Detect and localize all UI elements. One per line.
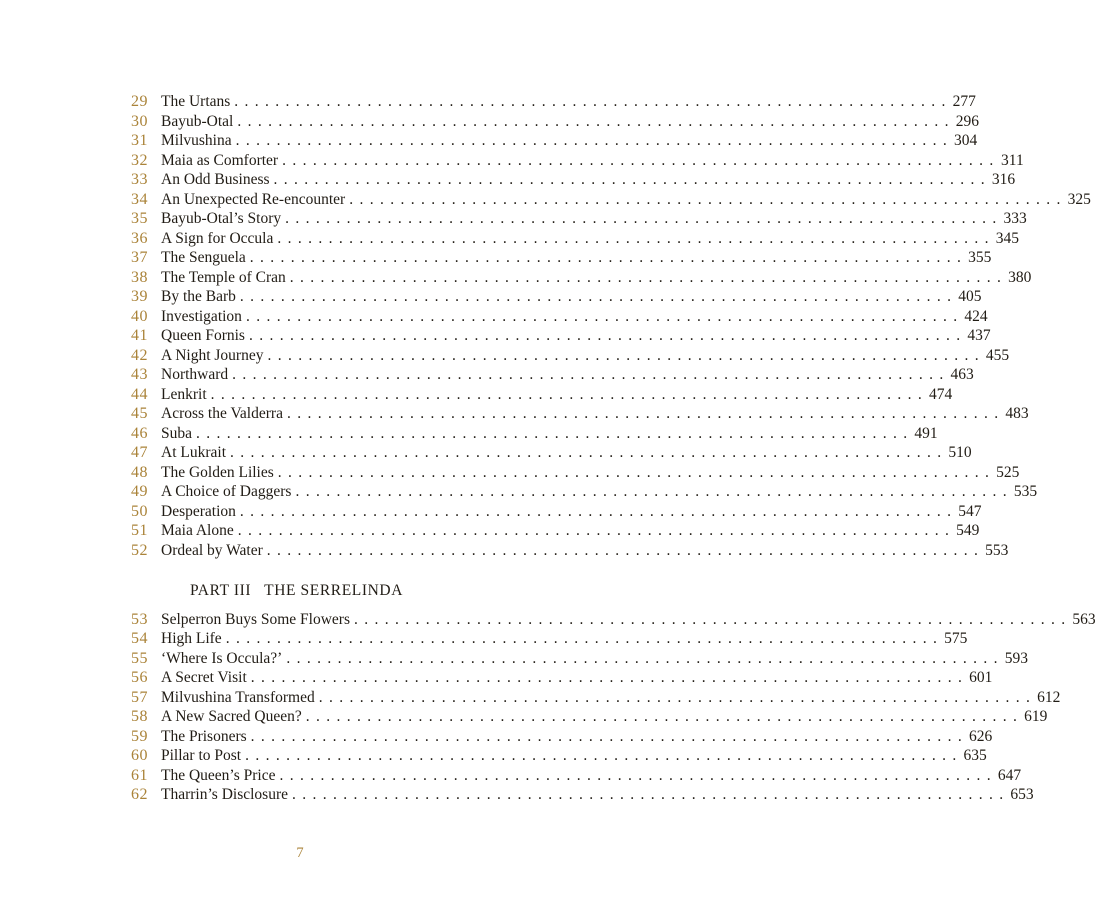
page-ref: 635 bbox=[963, 747, 987, 764]
toc-entry bbox=[115, 424, 938, 444]
chapter-number: 33 bbox=[131, 171, 148, 188]
chapter-title: Maia as Comforter bbox=[161, 151, 279, 169]
chapter-number: 43 bbox=[131, 366, 148, 383]
chapter-number: 56 bbox=[131, 669, 148, 686]
dot-leader: . . . . . . . . . . . . . . . . . . . . . . . . . . . . . . . . . . . . . . . . . . . . . . . . . . . . . . . . . . . . . . . . . . . . . . bbox=[235, 132, 948, 149]
chapter-number: 46 bbox=[131, 424, 148, 442]
chapter-number: 44 bbox=[131, 385, 148, 403]
chapter-number: 57 bbox=[131, 688, 148, 706]
page-ref: 549 bbox=[956, 522, 980, 539]
toc-entry bbox=[115, 170, 1016, 190]
chapter-title: Lenkrit bbox=[161, 385, 207, 403]
dot-leader: . . . . . . . . . . . . . . . . . . . . . . . . . . . . . . . . . . . . . . . . . . . . . . . . . . . . . . . . . . . . . . . . . . . . . . bbox=[245, 747, 957, 764]
toc-entry bbox=[115, 610, 1096, 630]
chapter-number: 49 bbox=[131, 483, 148, 500]
toc-entry bbox=[115, 346, 1010, 366]
dot-leader: . . . . . . . . . . . . . . . . . . . . . . . . . . . . . . . . . . . . . . . . . . . . . . . . . . . . . . . . . . . . . . . . . . . . . . bbox=[286, 649, 998, 667]
chapter-title: A Sign for Occula bbox=[161, 229, 274, 247]
toc-entry bbox=[115, 707, 1048, 727]
page-ref: 575 bbox=[944, 630, 968, 647]
chapter-number: 35 bbox=[131, 210, 148, 227]
chapter-title: At Lukrait bbox=[161, 444, 226, 461]
dot-leader: . . . . . . . . . . . . . . . . . . . . . . . . . . . . . . . . . . . . . . . . . . . . . . . . . . . . . . . . . . . . . . . . . . . . . . bbox=[318, 688, 1031, 706]
page-ref: 653 bbox=[1010, 786, 1034, 803]
toc-entry bbox=[115, 541, 1009, 561]
chapter-title: Desperation bbox=[161, 502, 236, 520]
page-ref: 405 bbox=[958, 288, 982, 305]
chapter-number: 41 bbox=[131, 327, 148, 344]
chapter-title: Queen Fornis bbox=[161, 327, 245, 344]
chapter-title: Pillar to Post bbox=[161, 747, 242, 764]
chapter-title: A Choice of Daggers bbox=[161, 483, 292, 500]
toc-entry bbox=[115, 112, 979, 132]
toc-entry bbox=[115, 190, 1091, 210]
chapter-number: 54 bbox=[131, 630, 148, 647]
chapter-title: Bayub-Otal bbox=[161, 112, 234, 130]
toc-entry bbox=[115, 668, 993, 688]
toc-entry bbox=[115, 287, 982, 307]
chapter-number: 30 bbox=[131, 112, 148, 130]
chapter-number: 42 bbox=[131, 346, 148, 364]
chapter-number: 36 bbox=[131, 229, 148, 247]
toc-entry bbox=[115, 209, 1027, 229]
chapter-title: Milvushina bbox=[161, 132, 232, 149]
chapter-title: Selperron Buys Some Flowers bbox=[161, 610, 351, 628]
page-ref: 483 bbox=[1005, 405, 1029, 422]
dot-leader: . . . . . . . . . . . . . . . . . . . . . . . . . . . . . . . . . . . . . . . . . . . . . . . . . . . . . . . . . . . . . . . . . . . . . . bbox=[237, 522, 950, 539]
chapter-number: 37 bbox=[131, 249, 148, 266]
page-ref: 612 bbox=[1037, 688, 1061, 706]
chapter-number: 52 bbox=[131, 541, 148, 559]
page-ref: 437 bbox=[967, 327, 991, 344]
dot-leader: . . . . . . . . . . . . . . . . . . . . . . . . . . . . . . . . . . . . . . . . . . . . . . . . . . . . . . . . . . . . . . . . . . . . . . bbox=[285, 210, 997, 227]
chapter-title: ‘Where Is Occula?’ bbox=[161, 649, 283, 667]
chapter-number: 29 bbox=[131, 93, 148, 110]
chapter-title: Investigation bbox=[161, 307, 242, 325]
part-title: THE SERRELINDA bbox=[264, 582, 403, 599]
dot-leader: . . . . . . . . . . . . . . . . . . . . . . . . . . . . . . . . . . . . . . . . . . . . . . . . . . . . . . . . . . . . . . . . . . . . . . bbox=[245, 307, 958, 325]
toc-entry bbox=[115, 268, 1032, 288]
chapter-number: 55 bbox=[131, 649, 148, 667]
dot-leader: . . . . . . . . . . . . . . . . . . . . . . . . . . . . . . . . . . . . . . . . . . . . . . . . . . . . . . . . . . . . . . . . . . . . . . bbox=[295, 483, 1008, 500]
chapter-title: Tharrin’s Disclosure bbox=[161, 786, 288, 803]
page-ref: 316 bbox=[991, 171, 1016, 188]
chapter-number: 38 bbox=[131, 268, 148, 286]
chapter-title: Maia Alone bbox=[161, 522, 234, 539]
dot-leader: . . . . . . . . . . . . . . . . . . . . . . . . . . . . . . . . . . . . . . . . . . . . . . . . . . . . . . . . . . . . . . . . . . . . . . bbox=[282, 151, 994, 169]
dot-leader: . . . . . . . . . . . . . . . . . . . . . . . . . . . . . . . . . . . . . . . . . . . . . . . . . . . . . . . . . . . . . . . . . . . . . . bbox=[266, 541, 979, 559]
page-ref: 491 bbox=[914, 424, 938, 442]
dot-leader: . . . . . . . . . . . . . . . . . . . . . . . . . . . . . . . . . . . . . . . . . . . . . . . . . . . . . . . . . . . . . . . . . . . . . . bbox=[279, 766, 992, 784]
chapter-number: 60 bbox=[131, 747, 148, 764]
toc-entry bbox=[115, 502, 982, 522]
page-ref: 474 bbox=[929, 385, 953, 403]
chapter-number: 62 bbox=[131, 786, 148, 803]
page-ref: 619 bbox=[1024, 708, 1048, 725]
toc-entry bbox=[115, 727, 993, 747]
dot-leader: . . . . . . . . . . . . . . . . . . . . . . . . . . . . . . . . . . . . . . . . . . . . . . . . . . . . . . . . . . . . . . . . . . . . . . bbox=[250, 669, 963, 686]
toc-entry bbox=[115, 521, 980, 541]
dot-leader: . . . . . . . . . . . . . . . . . . . . . . . . . . . . . . . . . . . . . . . . . . . . . . . . . . . . . . . . . . . . . . . . . . . . . . bbox=[210, 385, 923, 403]
toc-entry bbox=[115, 746, 987, 766]
dot-leader: . . . . . . . . . . . . . . . . . . . . . . . . . . . . . . . . . . . . . . . . . . . . . . . . . . . . . . . . . . . . . . . . . . . . . . bbox=[196, 424, 908, 442]
dot-leader: . . . . . . . . . . . . . . . . . . . . . . . . . . . . . . . . . . . . . . . . . . . . . . . . . . . . . . . . . . . . . . . . . . . . . . bbox=[237, 112, 949, 130]
toc-entry bbox=[115, 131, 978, 151]
page-ref: 547 bbox=[958, 502, 982, 520]
toc-entry bbox=[115, 463, 1020, 483]
toc-entry bbox=[115, 443, 972, 463]
chapter-number: 50 bbox=[131, 502, 148, 520]
chapter-title: A Night Journey bbox=[161, 346, 264, 364]
page-ref: 345 bbox=[995, 229, 1019, 247]
page-ref: 463 bbox=[950, 366, 974, 383]
chapter-number: 59 bbox=[131, 727, 148, 745]
page-ref: 535 bbox=[1013, 483, 1038, 500]
chapter-number: 58 bbox=[131, 708, 148, 725]
toc-entry bbox=[115, 785, 1034, 805]
page-ref: 333 bbox=[1003, 210, 1027, 227]
dot-leader: . . . . . . . . . . . . . . . . . . . . . . . . . . . . . . . . . . . . . . . . . . . . . . . . . . . . . . . . . . . . . . . . . . . . . . bbox=[286, 405, 999, 422]
dot-leader: . . . . . . . . . . . . . . . . . . . . . . . . . . . . . . . . . . . . . . . . . . . . . . . . . . . . . . . . . . . . . . . . . . . . . . bbox=[232, 366, 944, 383]
chapter-title: The Senguela bbox=[161, 249, 246, 266]
chapter-title: The Prisoners bbox=[161, 727, 247, 745]
chapter-title: An Unexpected Re-encounter bbox=[161, 190, 346, 208]
dot-leader: . . . . . . . . . . . . . . . . . . . . . . . . . . . . . . . . . . . . . . . . . . . . . . . . . . . . . . . . . . . . . . . . . . . . . . bbox=[277, 463, 990, 481]
dot-leader: . . . . . . . . . . . . . . . . . . . . . . . . . . . . . . . . . . . . . . . . . . . . . . . . . . . . . . . . . . . . . . . . . . . . . . bbox=[230, 444, 942, 461]
page-ref: 455 bbox=[985, 346, 1010, 364]
page-ref: 525 bbox=[996, 463, 1020, 481]
dot-leader: . . . . . . . . . . . . . . . . . . . . . . . . . . . . . . . . . . . . . . . . . . . . . . . . . . . . . . . . . . . . . . . . . . . . . . bbox=[349, 190, 1061, 208]
toc-entry bbox=[115, 365, 974, 385]
table-of-contents bbox=[115, 92, 1096, 805]
chapter-title: The Urtans bbox=[161, 93, 231, 110]
page-ref: 510 bbox=[948, 444, 972, 461]
chapter-title: Across the Valderra bbox=[161, 405, 283, 422]
chapter-number: 51 bbox=[131, 522, 148, 539]
page-ref: 601 bbox=[969, 669, 993, 686]
chapter-number: 48 bbox=[131, 463, 148, 481]
toc-entry bbox=[115, 688, 1061, 708]
dot-leader: . . . . . . . . . . . . . . . . . . . . . . . . . . . . . . . . . . . . . . . . . . . . . . . . . . . . . . . . . . . . . . . . . . . . . . bbox=[239, 288, 952, 305]
dot-leader: . . . . . . . . . . . . . . . . . . . . . . . . . . . . . . . . . . . . . . . . . . . . . . . . . . . . . . . . . . . . . . . . . . . . . . bbox=[225, 630, 938, 647]
page-number: 7 bbox=[296, 845, 304, 861]
page-ref: 296 bbox=[955, 112, 979, 130]
dot-leader: . . . . . . . . . . . . . . . . . . . . . . . . . . . . . . . . . . . . . . . . . . . . . . . . . . . . . . . . . . . . . . . . . . . . . . bbox=[277, 229, 989, 247]
toc-entry bbox=[115, 766, 1022, 786]
page-ref: 647 bbox=[997, 766, 1022, 784]
dot-leader: . . . . . . . . . . . . . . . . . . . . . . . . . . . . . . . . . . . . . . . . . . . . . . . . . . . . . . . . . . . . . . . . . . . . . . bbox=[267, 346, 980, 364]
chapter-title: A Secret Visit bbox=[161, 669, 247, 686]
dot-leader: . . . . . . . . . . . . . . . . . . . . . . . . . . . . . . . . . . . . . . . . . . . . . . . . . . . . . . . . . . . . . . . . . . . . . . bbox=[234, 93, 946, 110]
part-heading bbox=[115, 581, 478, 601]
chapter-title: Suba bbox=[161, 424, 192, 442]
toc-entry bbox=[115, 629, 968, 649]
page-ref: 277 bbox=[952, 93, 976, 110]
chapter-number: 47 bbox=[131, 444, 148, 461]
part-label: PART III bbox=[189, 582, 252, 599]
dot-leader: . . . . . . . . . . . . . . . . . . . . . . . . . . . . . . . . . . . . . . . . . . . . . . . . . . . . . . . . . . . . . . . . . . . . . . bbox=[354, 610, 1066, 628]
page-ref: 311 bbox=[1001, 151, 1024, 169]
dot-leader: . . . . . . . . . . . . . . . . . . . . . . . . . . . . . . . . . . . . . . . . . . . . . . . . . . . . . . . . . . . . . . . . . . . . . . bbox=[273, 171, 986, 188]
chapter-number: 40 bbox=[131, 307, 148, 325]
dot-leader: . . . . . . . . . . . . . . . . . . . . . . . . . . . . . . . . . . . . . . . . . . . . . . . . . . . . . . . . . . . . . . . . . . . . . . bbox=[249, 249, 962, 266]
toc-entry bbox=[115, 92, 976, 112]
chapter-number: 53 bbox=[131, 610, 148, 628]
page-ref: 626 bbox=[969, 727, 993, 745]
chapter-title: The Temple of Cran bbox=[161, 268, 286, 286]
chapter-number: 45 bbox=[131, 405, 148, 422]
chapter-title: By the Barb bbox=[161, 288, 236, 305]
page-ref: 553 bbox=[985, 541, 1009, 559]
toc-entry bbox=[115, 229, 1019, 249]
page-ref: 355 bbox=[968, 249, 992, 266]
dot-leader: . . . . . . . . . . . . . . . . . . . . . . . . . . . . . . . . . . . . . . . . . . . . . . . . . . . . . . . . . . . . . . . . . . . . . . bbox=[291, 786, 1004, 803]
toc-entry bbox=[115, 482, 1038, 502]
chapter-title: Milvushina Transformed bbox=[161, 688, 315, 706]
page-ref: 325 bbox=[1067, 190, 1091, 208]
page-ref: 380 bbox=[1008, 268, 1032, 286]
toc-entry bbox=[115, 404, 1029, 424]
dot-leader: . . . . . . . . . . . . . . . . . . . . . . . . . . . . . . . . . . . . . . . . . . . . . . . . . . . . . . . . . . . . . . . . . . . . . . bbox=[250, 727, 963, 745]
page-ref: 424 bbox=[964, 307, 988, 325]
toc-entry bbox=[115, 307, 988, 327]
chapter-number: 32 bbox=[131, 151, 148, 169]
dot-leader: . . . . . . . . . . . . . . . . . . . . . . . . . . . . . . . . . . . . . . . . . . . . . . . . . . . . . . . . . . . . . . . . . . . . . . bbox=[248, 327, 961, 344]
toc-entry bbox=[115, 385, 953, 405]
chapter-title: A New Sacred Queen? bbox=[161, 708, 302, 725]
chapter-number: 61 bbox=[131, 766, 148, 784]
chapter-title: The Queen’s Price bbox=[161, 766, 276, 784]
chapter-title: An Odd Business bbox=[161, 171, 270, 188]
chapter-title: Northward bbox=[161, 366, 229, 383]
chapter-number: 34 bbox=[131, 190, 148, 208]
toc-entry bbox=[115, 649, 1028, 669]
chapter-title: High Life bbox=[161, 630, 222, 647]
chapter-title: Bayub-Otal’s Story bbox=[161, 210, 282, 227]
page-ref: 304 bbox=[954, 132, 978, 149]
dot-leader: . . . . . . . . . . . . . . . . . . . . . . . . . . . . . . . . . . . . . . . . . . . . . . . . . . . . . . . . . . . . . . . . . . . . . . bbox=[239, 502, 952, 520]
toc-entry bbox=[115, 326, 991, 346]
dot-leader: . . . . . . . . . . . . . . . . . . . . . . . . . . . . . . . . . . . . . . . . . . . . . . . . . . . . . . . . . . . . . . . . . . . . . . bbox=[305, 708, 1018, 725]
toc-entry bbox=[115, 248, 992, 268]
chapter-title: Ordeal by Water bbox=[161, 541, 263, 559]
chapter-number: 39 bbox=[131, 288, 148, 305]
page-ref: 563 bbox=[1072, 610, 1096, 628]
chapter-title: The Golden Lilies bbox=[161, 463, 274, 481]
toc-entry bbox=[115, 151, 1024, 171]
chapter-number: 31 bbox=[131, 132, 148, 149]
dot-leader: . . . . . . . . . . . . . . . . . . . . . . . . . . . . . . . . . . . . . . . . . . . . . . . . . . . . . . . . . . . . . . . . . . . . . . bbox=[289, 268, 1002, 286]
page-ref: 593 bbox=[1004, 649, 1028, 667]
